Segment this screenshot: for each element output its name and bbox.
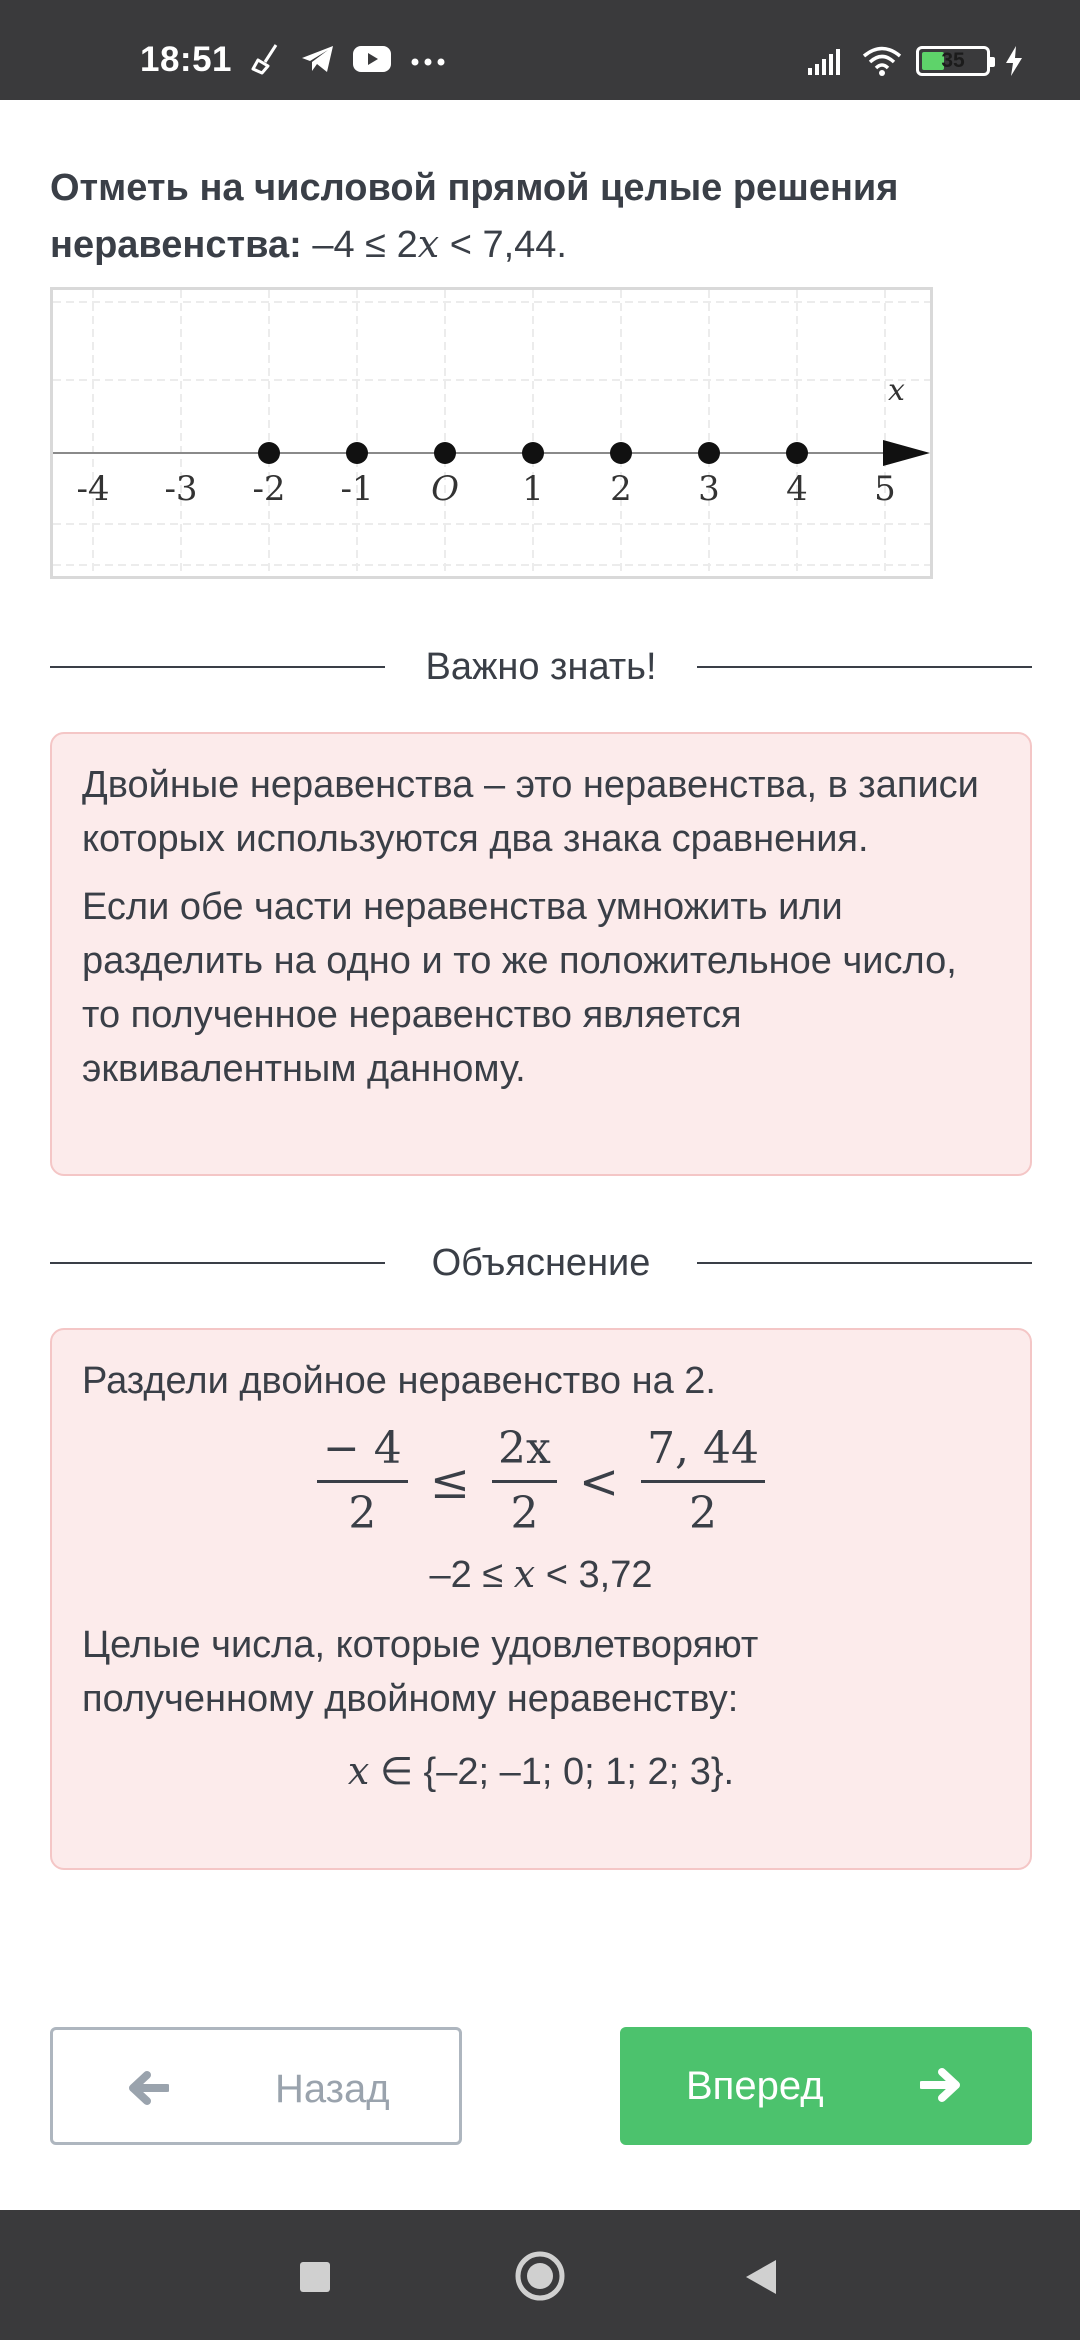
tick-label: -2	[252, 469, 286, 509]
system-nav-bar	[0, 2210, 1080, 2340]
next-button-label: Вперед	[686, 2064, 824, 2108]
question-text	[50, 160, 1040, 273]
important-box	[50, 732, 1032, 1176]
fraction-middle-denominator: 2	[510, 1488, 539, 1539]
tick-label: 5	[874, 469, 896, 509]
explanation-heading: Объяснение	[431, 1242, 651, 1284]
explanation-result	[82, 1547, 1000, 1602]
next-button[interactable]	[620, 2027, 1032, 2145]
arrow-left-icon	[127, 2070, 169, 2106]
fraction-right	[641, 1422, 765, 1541]
important-heading: Важно знать!	[425, 646, 657, 688]
important-paragraph-2: Если обе части неравенства умножить или разделить на одно и то же положительное число, то полученное неравенство является эквивалентным данному.	[82, 886, 957, 1090]
fraction-right-denominator: 2	[689, 1488, 718, 1539]
tick-label: -3	[164, 469, 198, 509]
tick-label: -4	[76, 469, 110, 509]
arrow-right-icon	[920, 2067, 962, 2103]
status-system-icons	[806, 44, 1024, 78]
answer-set: ∈ {–2; –1; 0; 1; 2; 3}.	[369, 1751, 735, 1793]
back-button-label: Назад	[275, 2067, 390, 2111]
marked-point[interactable]	[346, 442, 368, 464]
fraction-middle-numerator: 2x	[492, 1422, 557, 1483]
signal-icon	[806, 46, 848, 76]
more-dots-icon	[408, 42, 448, 76]
tick-label: 1	[522, 469, 544, 509]
back-button[interactable]	[50, 2027, 462, 2145]
fraction-left-denominator: 2	[348, 1488, 377, 1539]
fraction-middle	[492, 1422, 557, 1541]
fraction-inequality	[82, 1422, 1000, 1541]
telegram-icon	[300, 42, 336, 76]
explanation-answer	[82, 1744, 1000, 1799]
fraction-right-numerator: 7, 44	[641, 1422, 765, 1483]
question-ineq-right: < 7,44.	[439, 224, 567, 266]
fraction-left-numerator: − 4	[317, 1422, 408, 1483]
axis-arrow	[883, 440, 930, 466]
axis-label: x	[888, 373, 905, 408]
number-line-svg[interactable]	[53, 290, 930, 576]
marked-point[interactable]	[610, 442, 632, 464]
charging-icon	[1004, 45, 1024, 77]
fraction-left	[317, 1422, 408, 1541]
marked-point[interactable]	[786, 442, 808, 464]
tick-label: 3	[698, 469, 720, 509]
fraction-operator-1: ≤	[429, 1453, 471, 1510]
explanation-step-2: Целые числа, которые удовлетворяют полученному двойному неравенству:	[82, 1624, 759, 1720]
important-paragraph-1: Двойные неравенства – это неравенства, в записи которых используются два знака сравнения.	[82, 764, 979, 860]
youtube-icon	[352, 44, 392, 74]
important-divider	[50, 642, 1032, 692]
question-variable: x	[417, 222, 440, 266]
recent-apps-icon[interactable]	[298, 2260, 332, 2294]
result-left: –2 ≤	[429, 1554, 514, 1596]
status-bar	[0, 0, 1080, 100]
battery-level: 35	[941, 49, 965, 72]
fraction-operator-2: <	[578, 1453, 620, 1510]
number-line-widget[interactable]	[50, 287, 933, 579]
tick-label: 4	[786, 469, 808, 509]
explanation-step-1: Раздели двойное неравенство на 2.	[82, 1360, 716, 1402]
marked-point[interactable]	[522, 442, 544, 464]
tick-label: O	[431, 469, 459, 509]
marked-point[interactable]	[434, 442, 456, 464]
result-variable: x	[513, 1552, 536, 1596]
question-bold: Отметь на числовой прямой целые решения неравенства:	[50, 167, 899, 266]
battery-icon	[916, 46, 990, 76]
wifi-icon	[862, 45, 902, 77]
result-right: < 3,72	[535, 1554, 653, 1596]
broom-icon	[250, 42, 284, 76]
status-notification-icons	[250, 42, 448, 76]
back-nav-icon[interactable]	[744, 2258, 778, 2296]
explanation-divider	[50, 1238, 1032, 1288]
tick-label: 2	[610, 469, 632, 509]
home-icon[interactable]	[514, 2250, 566, 2302]
marked-point[interactable]	[258, 442, 280, 464]
status-time: 18:51	[140, 40, 233, 79]
explanation-box	[50, 1328, 1032, 1870]
marked-point[interactable]	[698, 442, 720, 464]
answer-variable: x	[347, 1749, 370, 1793]
question-ineq-left: –4 ≤ 2	[301, 224, 418, 266]
tick-label: -1	[340, 469, 374, 509]
